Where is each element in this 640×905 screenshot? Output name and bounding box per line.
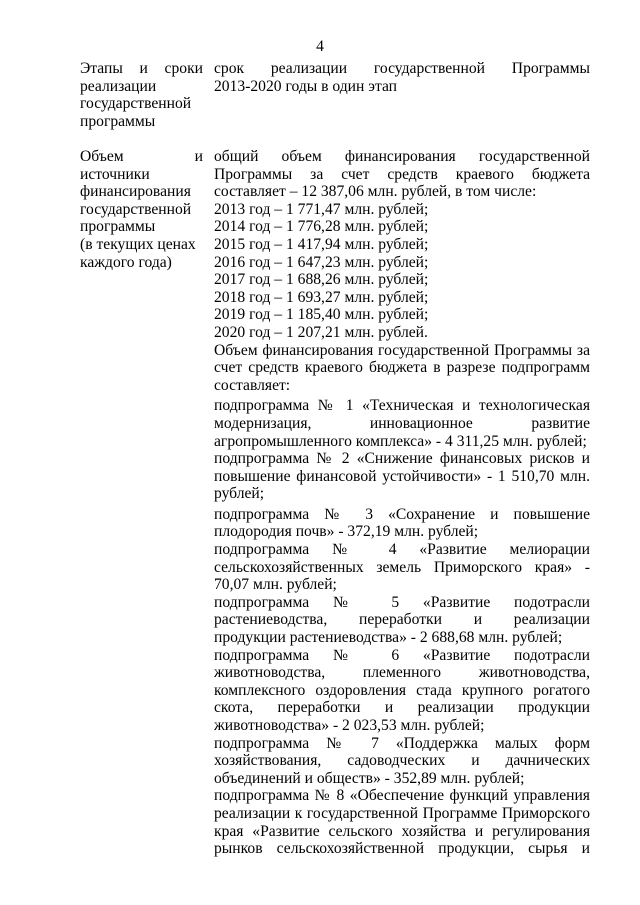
content-line: животноводства» - 2 023,53 млн. рублей; — [214, 717, 485, 734]
year-item: 2015 год – 1 417,94 млн. рублей; — [214, 235, 429, 253]
content-line: животноводства, племенного животноводства, — [214, 664, 590, 682]
subprogram-3 — [214, 506, 590, 541]
row-content — [214, 148, 590, 858]
content-line: подпрограмма № 5 «Развитие подотрасли — [214, 593, 590, 611]
content-line: хозяйствования, садоводческих и дачнических — [214, 752, 590, 770]
content-line: рынков сельскохозяйственной продукции, сырья и — [214, 840, 590, 858]
year-item: 2020 год – 1 207,21 млн. рублей. — [214, 323, 428, 341]
year-item: 2016 год – 1 647,23 млн. рублей; — [214, 253, 429, 271]
label-line: источники — [80, 165, 150, 183]
label-line: реализации — [80, 77, 157, 95]
year-item: 2019 год – 1 185,40 млн. рублей; — [214, 306, 429, 324]
label-line: государственной — [80, 200, 192, 218]
row-content — [214, 60, 590, 95]
content-line: подпрограмма № 7 «Поддержка малых форм — [214, 734, 590, 752]
content-line: растениеводства, переработки и реализации — [214, 611, 590, 629]
content-line: Программы за счет средств краевого бюджета — [214, 165, 590, 183]
content-line: Объем финансирования государственной Программы за — [214, 341, 590, 359]
content-line: края «Развитие сельского хозяйства и регулирования — [214, 822, 590, 840]
financing-intro — [214, 148, 590, 201]
page-number: 4 — [316, 38, 324, 55]
subprogram-2 — [214, 450, 590, 503]
subprogram-7 — [214, 735, 590, 788]
content-line: подпрограмма № 2 «Снижение финансовых рисков и — [214, 450, 590, 468]
subprogram-intro — [214, 342, 590, 395]
label-line: программы — [80, 112, 156, 130]
content-line: срок реализации государственной Программы — [214, 60, 590, 77]
label-line: Этапы и сроки — [80, 60, 203, 77]
year-item: 2014 год – 1 776,28 млн. рублей; — [214, 218, 429, 236]
label-line: финансирования — [80, 183, 191, 201]
label-line: каждого года) — [80, 253, 172, 271]
row-label — [80, 60, 203, 130]
subprogram-8 — [214, 787, 590, 857]
content-line: 2013-2020 годы в один этап — [214, 77, 398, 95]
content-line: подпрограмма № 4 «Развитие мелиорации — [214, 541, 590, 559]
content-line: рублей; — [214, 485, 265, 503]
subprogram-1 — [214, 397, 590, 450]
content-line: модернизация, инновационное развитие — [214, 414, 590, 432]
content-line: комплексного оздоровления стада крупного рогатого — [214, 681, 590, 699]
label-line: Объем и — [80, 148, 203, 165]
year-item: 2018 год – 1 693,27 млн. рублей; — [214, 288, 429, 306]
content-line: составляет – 12 387,06 млн. рублей, в том числе: — [214, 183, 537, 201]
content-line: подпрограмма № 8 «Обеспечение функций управления — [214, 787, 590, 805]
content-line: агропромышленного комплекса» - 4 311,25 млн. рублей; — [214, 432, 587, 450]
content-line: скота, переработки и реализации продукции — [214, 699, 590, 717]
subprogram-6 — [214, 647, 590, 735]
year-item: 2017 год – 1 688,26 млн. рублей; — [214, 271, 429, 289]
content-line: плодородия почв» - 372,19 млн. рублей; — [214, 523, 479, 541]
year-item: 2013 год – 1 771,47 млн. рублей; — [214, 200, 429, 218]
content-line: общий объем финансирования государственной — [214, 148, 590, 165]
content-line: подпрограмма № 6 «Развитие подотрасли — [214, 646, 590, 664]
content-line: счет средств краевого бюджета в разрезе подпрограмм — [214, 359, 590, 377]
subprogram-4 — [214, 541, 590, 594]
subprogram-5 — [214, 594, 590, 647]
label-line: (в текущих ценах — [80, 235, 196, 253]
content-line: сельскохозяйственных земель Приморского края» - — [214, 558, 590, 576]
content-line: продукции растениеводства» - 2 688,68 млн. рублей; — [214, 629, 563, 647]
content-line: подпрограмма № 3 «Сохранение и повышение — [214, 505, 590, 523]
content-line: подпрограмма № 1 «Техническая и технологическая — [214, 397, 590, 415]
content-line: объединений и обществ» - 352,89 млн. рублей; — [214, 769, 525, 787]
content-line: повышение финансовой устойчивости» - 1 510,70 млн. — [214, 467, 590, 485]
yearly-financing-list — [214, 201, 590, 342]
label-line: программы — [80, 218, 156, 236]
content-line: составляет: — [214, 376, 291, 394]
label-line: государственной — [80, 95, 192, 113]
row-label — [80, 148, 203, 271]
content-line: 70,07 млн. рублей; — [214, 576, 337, 594]
content-line: реализации к государственной Программе Приморского — [214, 804, 590, 822]
